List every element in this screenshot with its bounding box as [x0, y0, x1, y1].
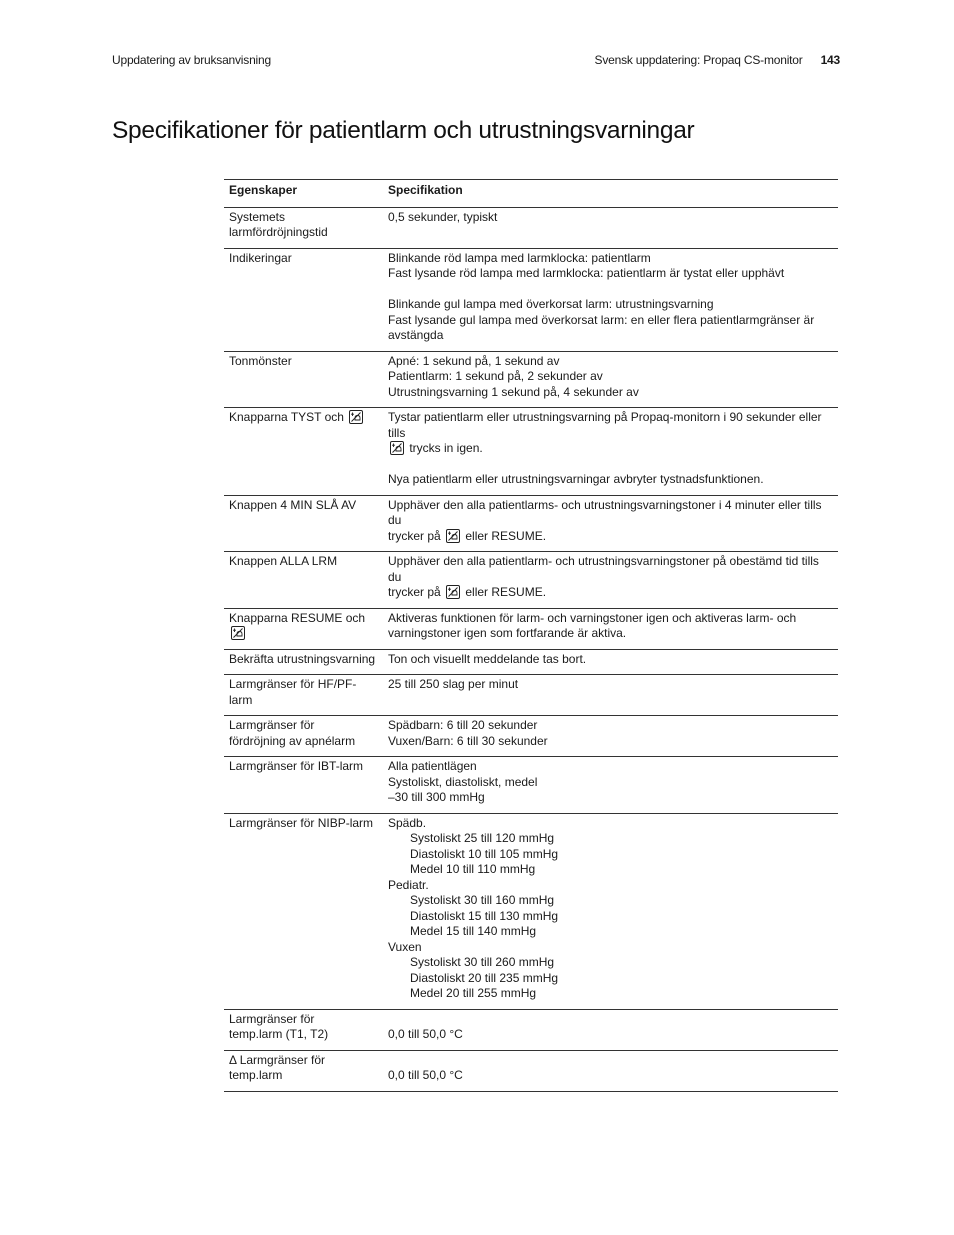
spacer [388, 457, 834, 473]
page-number: 143 [820, 53, 840, 67]
column-header-specification: Specifikation [383, 180, 838, 208]
property-text: larmfördröjningstid [229, 225, 328, 239]
page-title: Specifikationer för patientlarm och utrustningsvarningar [112, 117, 695, 144]
table-row [224, 495, 838, 552]
specification-text: eller RESUME. [465, 585, 547, 599]
patient-mode-label: Vuxen [388, 939, 422, 954]
property-text: Knapparna TYST och [229, 410, 379, 426]
table-row [224, 248, 838, 351]
specification-cell [383, 608, 838, 649]
specification-text: Nya patientlarm eller utrustningsvarningar avbryter tystnadsfunktionen. [388, 472, 764, 486]
limit-text: Systoliskt 30 till 160 mmHg [410, 893, 555, 907]
column-header-properties: Egenskaper [224, 180, 383, 208]
silence-alarm-icon [390, 441, 404, 455]
specification-text: Upphäver den alla patientlarms- och utrustningsvarningstoner i 4 minuter eller tills du [388, 497, 822, 527]
specification-text: 0,5 sekunder, typiskt [388, 209, 498, 224]
table-row [224, 1009, 838, 1050]
silence-alarm-icon [349, 410, 363, 424]
property-cell [224, 207, 383, 248]
property-cell [224, 813, 383, 1009]
limit-text: Medel 20 till 255 mmHg [410, 986, 537, 1000]
specification-cell [383, 248, 838, 351]
property-text: Systemets [229, 209, 286, 224]
table-row [224, 608, 838, 649]
specification-text-with-icon [388, 441, 834, 457]
property-cell [224, 1009, 383, 1050]
specification-cell [383, 813, 838, 1009]
specification-text: Apné: 1 sekund på, 1 sekund av [388, 353, 560, 368]
specification-cell [383, 351, 838, 408]
property-text: Tonmönster [229, 353, 292, 368]
specification-text: Vuxen/Barn: 6 till 30 sekunder [388, 733, 548, 748]
specification-cell [383, 649, 838, 675]
specification-cell [383, 757, 838, 814]
property-cell [224, 1050, 383, 1091]
resume-alarm-icon [231, 626, 245, 640]
table-row [224, 207, 838, 248]
specification-text: Spädbarn: 6 till 20 sekunder [388, 718, 538, 732]
table-body [224, 207, 838, 1091]
specification-text: Fast lysande röd lampa med larmklocka: patientlarm är tystat eller upphävt [388, 266, 785, 280]
property-text: Knappen ALLA LRM [229, 554, 338, 568]
specification-text: Blinkande röd lampa med larmklocka: patientlarm [388, 250, 651, 265]
specification-text: trycks in igen. [409, 441, 483, 455]
table-row [224, 813, 838, 1009]
silence-alarm-icon [446, 585, 460, 599]
specification-text: varningstoner igen som fortfarande är aktiva. [388, 626, 627, 640]
specification-text: 0,0 till 50,0 °C [388, 1068, 463, 1082]
property-text: Δ Larmgränser för temp.larm [229, 1052, 326, 1082]
table-row [224, 1050, 838, 1091]
limit-text: Systoliskt 25 till 120 mmHg [410, 831, 555, 845]
specification-cell [383, 1009, 838, 1050]
specification-text: Ton och visuellt meddelande tas bort. [388, 651, 587, 666]
specification-text: Systoliskt, diastoliskt, medel [388, 774, 538, 789]
specification-cell [383, 716, 838, 757]
table-row [224, 408, 838, 496]
specification-text: Blinkande gul lampa med överkorsat larm: utrustningsvarning [388, 297, 714, 311]
property-cell [224, 495, 383, 552]
specification-cell [383, 207, 838, 248]
limit-text: Diastoliskt 10 till 105 mmHg [410, 846, 559, 861]
running-header-left: Uppdatering av bruksanvisning [112, 53, 271, 67]
specification-text: –30 till 300 mmHg [388, 790, 485, 804]
property-text: Knapparna RESUME och [229, 611, 379, 642]
table-row [224, 351, 838, 408]
property-cell [224, 552, 383, 609]
specification-cell [383, 1050, 838, 1091]
limit-text: Medel 15 till 140 mmHg [410, 924, 537, 938]
specification-text [388, 1012, 834, 1028]
specification-text: eller RESUME. [465, 528, 547, 543]
specification-cell [383, 675, 838, 716]
property-text: Knappen 4 MIN SLÅ AV [229, 497, 357, 512]
specification-text: Alla patientlägen [388, 759, 477, 773]
property-cell [224, 757, 383, 814]
specification-text: Aktiveras funktionen för larm- och varningstoner igen och aktiveras larm- och [388, 610, 797, 625]
property-text: Larmgränser för IBT-larm [229, 759, 364, 773]
specification-text: Tystar patientlarm eller utrustningsvarning på Propaq-monitorn i 90 sekunder eller tills [388, 410, 822, 440]
table-row [224, 675, 838, 716]
property-cell [224, 716, 383, 757]
specification-text: trycker på [388, 528, 441, 543]
limit-text: Medel 10 till 110 mmHg [410, 862, 536, 876]
table-row [224, 649, 838, 675]
specification-text-with-icon [388, 529, 834, 545]
property-text: Larmgränser för HF/PF-larm [229, 677, 357, 707]
property-text: Larmgränser för [229, 1011, 315, 1026]
table-row [224, 757, 838, 814]
specification-text-with-icon [388, 585, 834, 601]
property-text: Larmgränser för [229, 718, 315, 732]
property-text: fördröjning av apnélarm [229, 733, 356, 748]
property-text: temp.larm (T1, T2) [229, 1027, 329, 1041]
specification-text [388, 1053, 834, 1069]
spec-table [224, 179, 838, 1092]
table-header-row [224, 180, 838, 208]
property-cell [224, 248, 383, 351]
specification-text [388, 282, 834, 298]
specification-cell [383, 552, 838, 609]
patient-mode-label: Pediatr. [388, 877, 429, 892]
specification-text: 0,0 till 50,0 °C [388, 1027, 463, 1041]
property-cell [224, 608, 383, 649]
property-cell [224, 408, 383, 496]
specification-text: Utrustningsvarning 1 sekund på, 4 sekunder av [388, 384, 639, 399]
specification-text: Patientlarm: 1 sekund på, 2 sekunder av [388, 369, 603, 383]
property-cell [224, 649, 383, 675]
limit-text: Systoliskt 30 till 260 mmHg [410, 955, 555, 969]
specification-cell [383, 495, 838, 552]
specification-text: trycker på [388, 585, 441, 599]
specification-text: Fast lysande gul lampa med överkorsat larm: en eller flera patientlarmgränser är avstängda [388, 312, 815, 342]
running-header-title: Svensk uppdatering: Propaq CS-monitor [594, 53, 803, 67]
limit-text: Diastoliskt 20 till 235 mmHg [410, 970, 559, 985]
limit-text: Diastoliskt 15 till 130 mmHg [410, 908, 559, 923]
specification-cell [383, 408, 838, 496]
patient-mode-label: Spädb. [388, 815, 427, 830]
property-text: Indikeringar [229, 250, 292, 265]
silence-alarm-icon [446, 529, 460, 543]
property-cell [224, 351, 383, 408]
specification-text: 25 till 250 slag per minut [388, 677, 519, 691]
property-text: Larmgränser för NIBP-larm [229, 815, 374, 830]
property-text: Bekräfta utrustningsvarning [229, 651, 376, 666]
table-row [224, 552, 838, 609]
running-header-right [595, 53, 840, 67]
table-row [224, 716, 838, 757]
property-cell [224, 675, 383, 716]
specification-text: Upphäver den alla patientlarm- och utrustningsvarningstoner på obestämd tid tills du [388, 554, 819, 584]
